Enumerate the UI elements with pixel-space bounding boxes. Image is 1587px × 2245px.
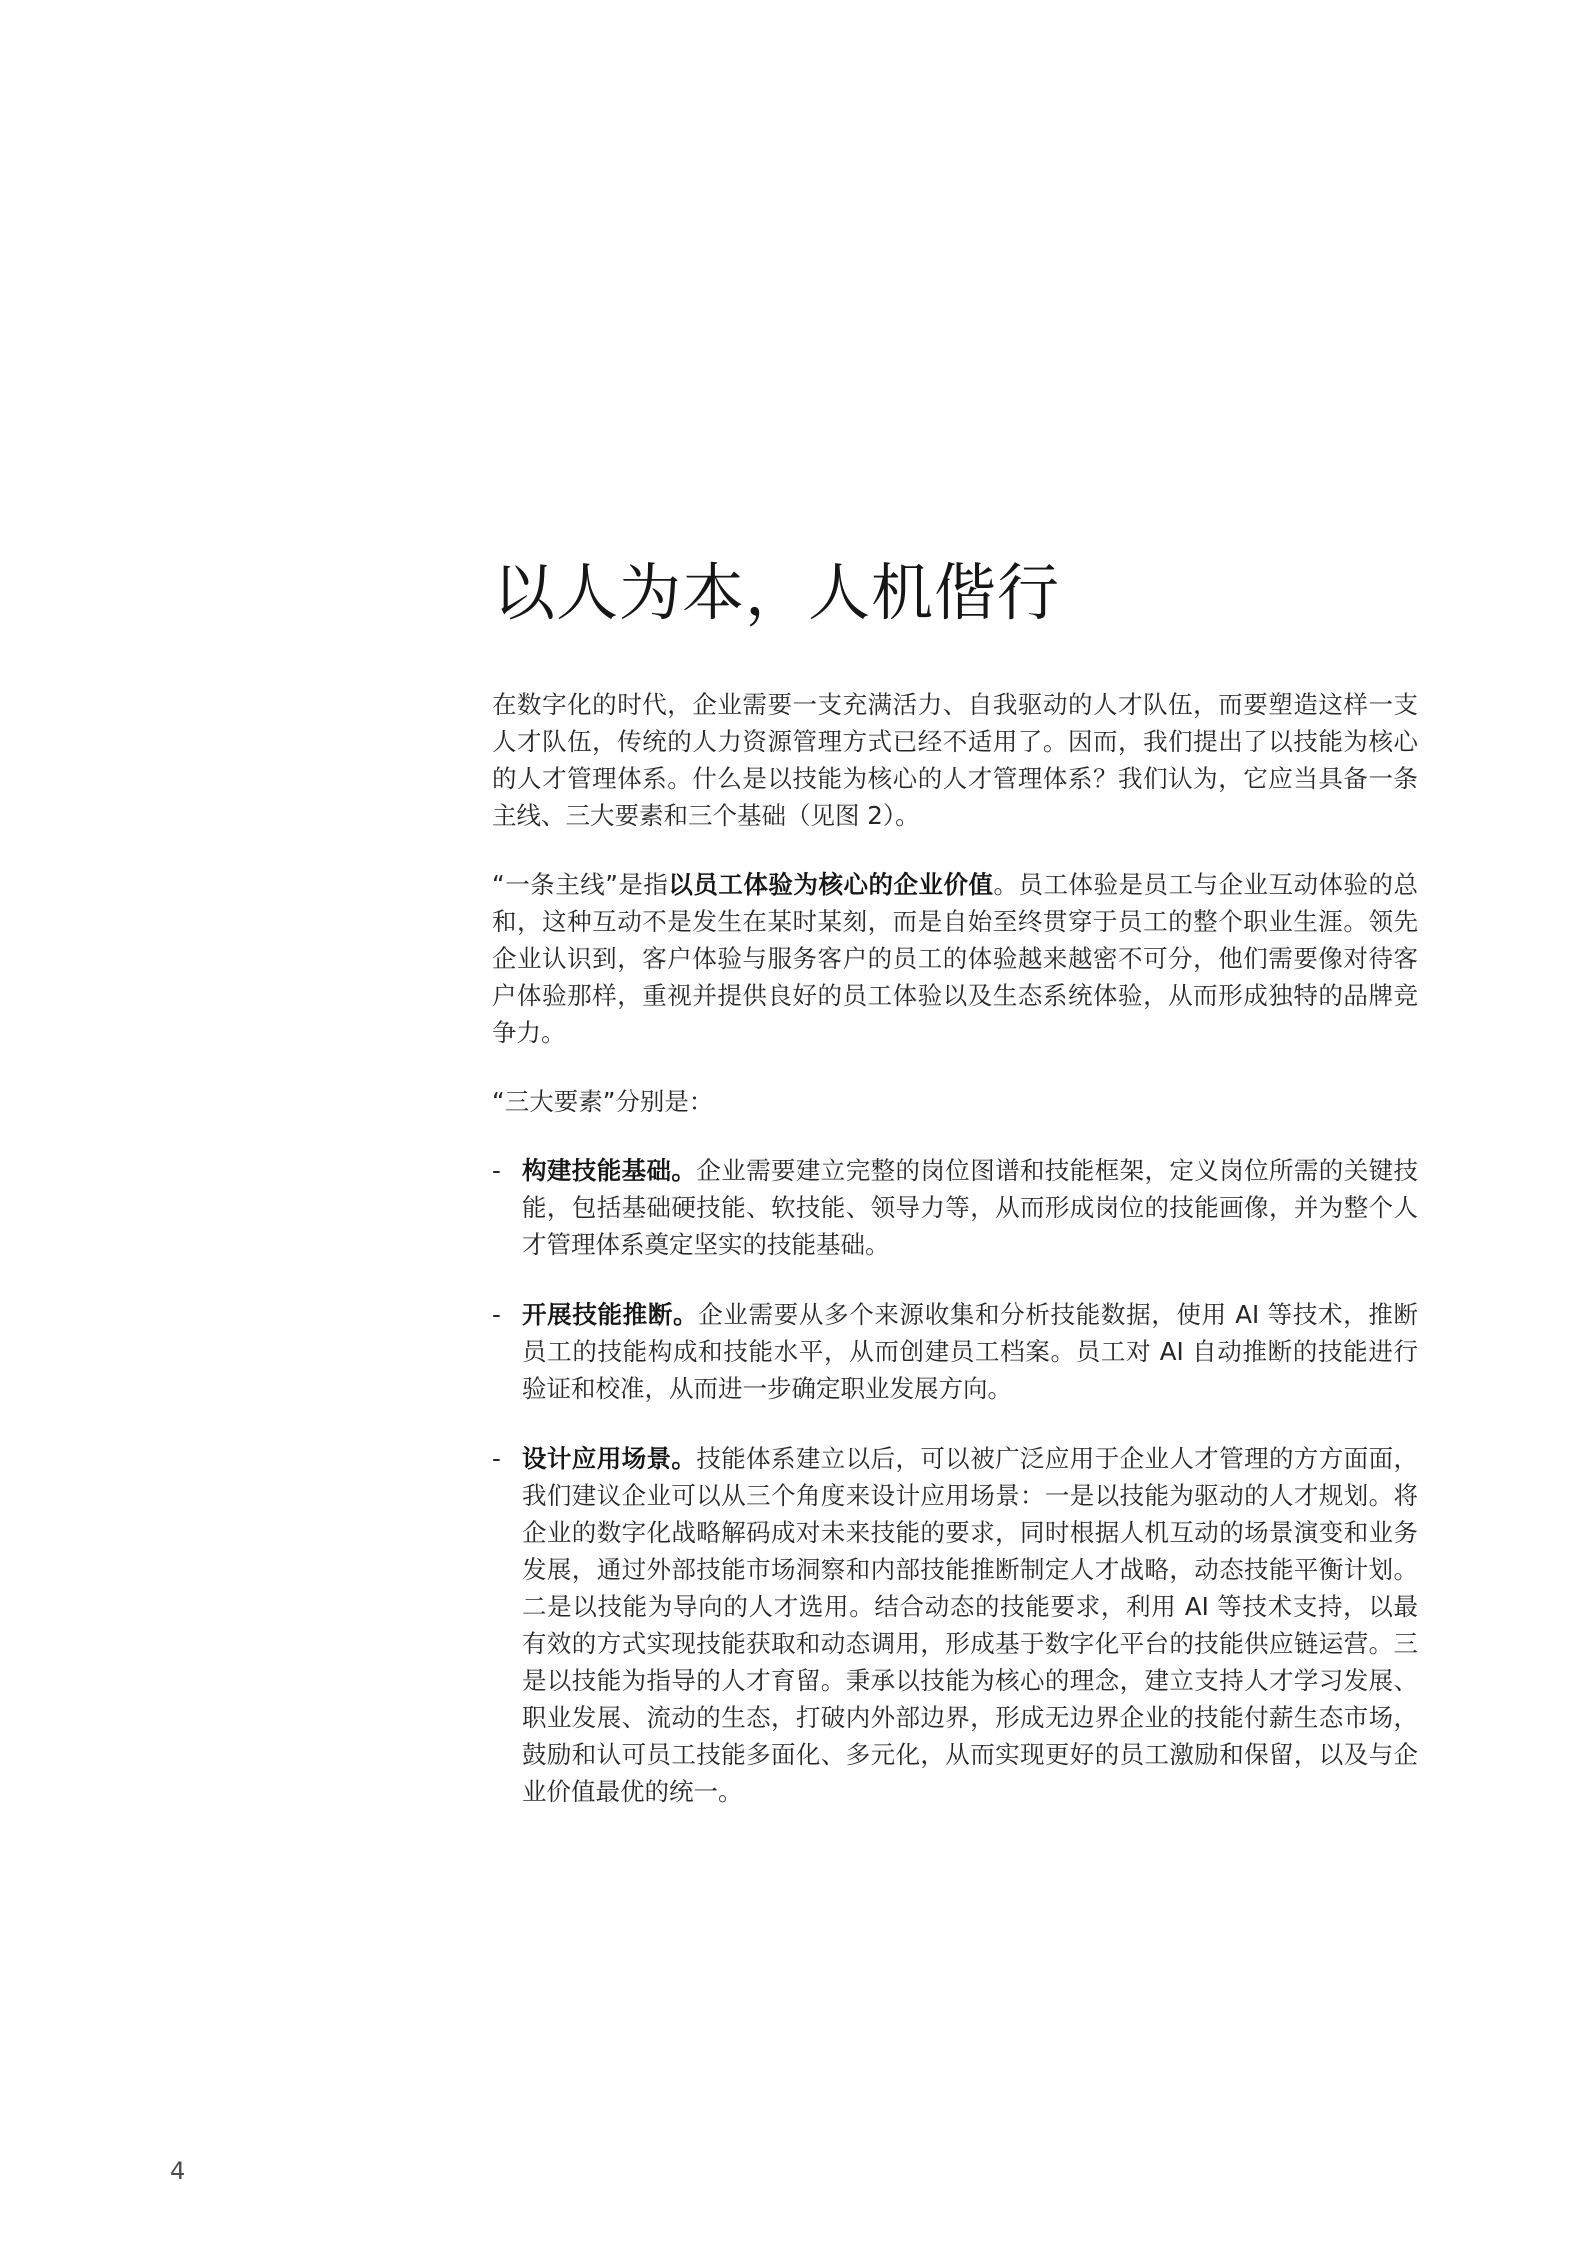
list-item-text: 企业需要从多个来源收集和分析技能数据，使用 AI 等技术，推断员工的技能构成和技能水平，从而创建员工档案。员工对 AI 自动推断的技能进行验证和校准，从而进一步确定职业发展方向。 — [522, 1300, 1418, 1403]
list-item-title: 设计应用场景。 — [522, 1444, 697, 1473]
page-number: 4 — [170, 2157, 186, 2185]
mainline-prefix: “一条主线”是指 — [492, 870, 669, 899]
page-title: 以人为本，人机偕行 — [493, 556, 1061, 629]
mainline-paragraph — [492, 866, 1418, 1051]
mainline-text: 。员工体验是员工与企业互动体验的总和，这种互动不是发生在某时某刻，而是自始至终贯穿于员工的整个职业生涯。领先企业认识到，客户体验与服务客户的员工的体验越来越密不可分，他们需要像对待客户体验那样，重视并提供良好的员工体验以及生态系统体验，从而形成独特的品牌竞争力。 — [492, 870, 1419, 1047]
elements-list — [492, 1152, 1418, 1810]
bullet-dash: - — [492, 1300, 501, 1329]
list-item-text: 技能体系建立以后，可以被广泛应用于企业人才管理的方方面面，我们建议企业可以从三个角度来设计应用场景：一是以技能为驱动的人才规划。将企业的数字化战略解码成对未来技能的要求，同时根据人机互动的场景演变和业务发展，通过外部技能市场洞察和内部技能推断制定人才战略，动态技能平衡计划。二是以技能为导向的人才选用。结合动态的技能要求，利用 AI 等技术支持，以最有效的方式实现技能获取和动态调用，形成基于数字化平台的技能供应链运营。三是以技能为指导的人才育留。秉承以技能为核心的理念，建立支持人才学习发展、职业发展、流动的生态，打破内外部边界，形成无边界企业的技能付薪生态市场，鼓励和认可员工技能多面化、多元化，从而实现更好的员工激励和保留，以及与企业价值最优的统一。 — [522, 1444, 1419, 1806]
elements-intro: “三大要素”分别是： — [492, 1087, 714, 1116]
list-item-skill-inference — [492, 1296, 1418, 1407]
intro-paragraph: 在数字化的时代，企业需要一支充满活力、自我驱动的人才队伍，而要塑造这样一支人才队伍，传统的人力资源管理方式已经不适用了。因而，我们提出了以技能为核心的人才管理体系。什么是以技能为核心的人才管理体系？我们认为，它应当具备一条主线、三大要素和三个基础（见图 2）。 — [492, 690, 1418, 830]
article-body — [492, 686, 1418, 1843]
bullet-dash: - — [492, 1444, 501, 1473]
list-item-build-skills — [492, 1152, 1418, 1263]
bullet-dash: - — [492, 1156, 501, 1185]
list-item-title: 开展技能推断。 — [522, 1300, 699, 1329]
list-item-title: 构建技能基础。 — [522, 1156, 697, 1185]
mainline-highlight: 以员工体验为核心的企业价值 — [668, 870, 994, 899]
list-item-application-scenarios — [492, 1440, 1418, 1810]
list-item-text: 企业需要建立完整的岗位图谱和技能框架，定义岗位所需的关键技能，包括基础硬技能、软技能、领导力等，从而形成岗位的技能画像，并为整个人才管理体系奠定坚实的技能基础。 — [522, 1156, 1419, 1259]
